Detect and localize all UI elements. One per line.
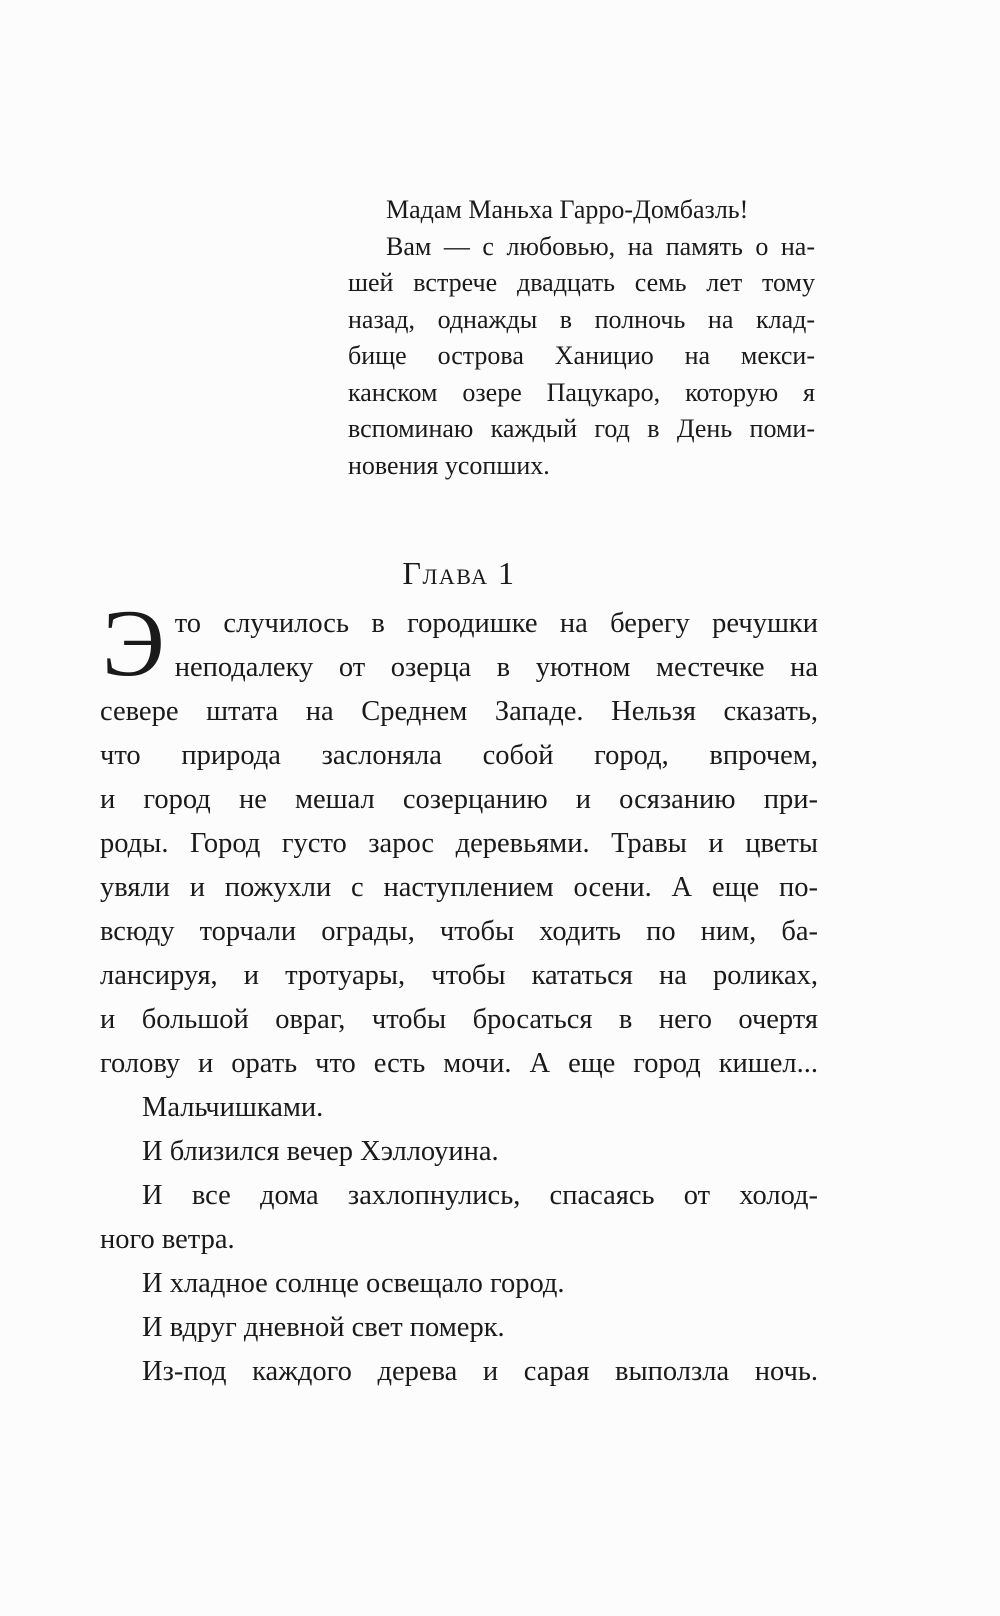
text-line: Вам — с любовью, на память о на- (386, 231, 815, 261)
text-line: назад, однажды в полночь на клад- (348, 304, 815, 334)
text-line: и город не мешал созерцанию и осязанию при- (100, 784, 818, 815)
text-line: Мадам Маньха Гарро-Домбазль! (386, 195, 749, 224)
text-line: бище острова Ханицио на мекси- (348, 341, 815, 370)
text-line: роды. Город густо зарос деревьями. Травы и цветы (100, 828, 818, 859)
text-line: то случилось в городишке на берегу речушки (174, 608, 818, 639)
text-line: вспоминаю каждый год в День поми- (348, 414, 815, 443)
text-line: Из-под каждого дерева и сарая выползла ночь. (142, 1356, 818, 1387)
text-line: севере штата на Среднем Западе. Нельзя сказать, (100, 696, 818, 727)
text-line: и большой овраг, чтобы бросаться в него очертя (100, 1004, 818, 1035)
text-line: новения усопших. (348, 450, 550, 480)
text-line: всюду торчали ограды, чтобы ходить по ним, ба- (100, 916, 818, 947)
body-text-block (100, 590, 818, 1394)
text-line: ного ветра. (100, 1224, 235, 1255)
text-line: И близился вечер Хэллоуина. (142, 1136, 499, 1167)
text-line: канском озере Пацукаро, которую я (348, 377, 815, 407)
chapter-heading-text: Глава 1 (402, 555, 516, 591)
text-line: что природа заслоняла собой город, впрочем, (100, 740, 818, 771)
text-line: шей встрече двадцать семь лет тому (348, 268, 815, 297)
text-line: И вдруг дневной свет померк. (142, 1312, 505, 1343)
text-line: И все дома захлопнулись, спасаясь от холод- (142, 1180, 818, 1211)
drop-cap-letter: Э (102, 590, 165, 696)
text-line: голову и орать что есть мочи. А еще город кишел... (100, 1048, 818, 1079)
text-line: неподалеку от озерца в уютном местечке на (174, 652, 818, 683)
dedication-block (348, 192, 815, 484)
text-line: лансируя, и тротуары, чтобы кататься на роликах, (100, 960, 818, 991)
chapter-heading (100, 553, 818, 593)
text-line: Мальчишками. (142, 1092, 324, 1123)
text-line: увяли и пожухли с наступлением осени. А еще по- (100, 872, 818, 903)
text-line: И хладное солнце освещало город. (142, 1268, 565, 1299)
